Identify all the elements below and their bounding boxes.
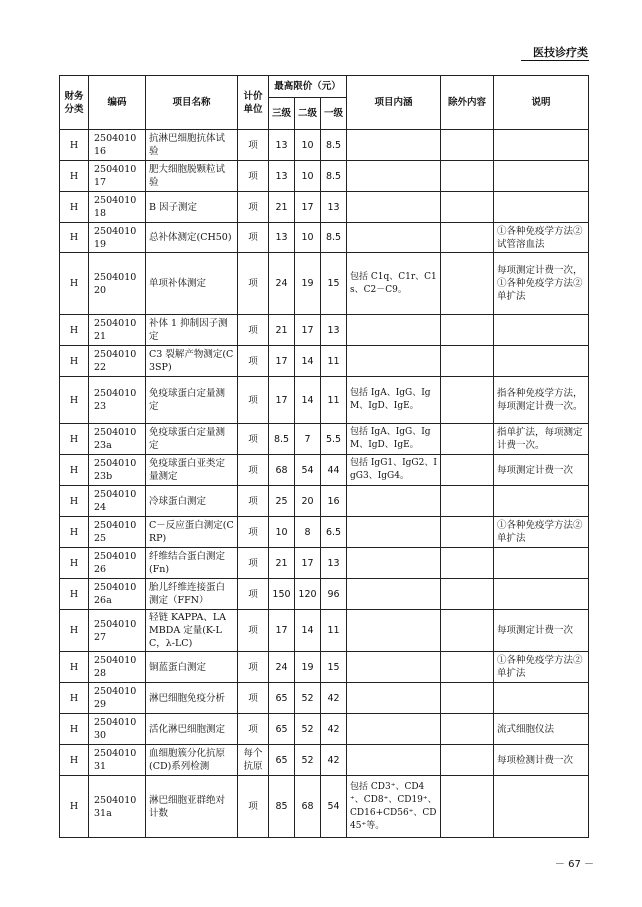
- header-level1: 一级: [321, 98, 347, 130]
- cell-price-level1: 44: [321, 455, 347, 486]
- header-excluded: 除外内容: [441, 76, 494, 130]
- cell-code: 250401028: [89, 652, 146, 683]
- cell-category: H: [60, 315, 89, 346]
- cell-content: [347, 346, 441, 377]
- cell-unit: 项: [238, 714, 269, 745]
- cell-excluded: [441, 346, 494, 377]
- cell-excluded: [441, 424, 494, 455]
- cell-excluded: [441, 192, 494, 223]
- table-row: [60, 346, 589, 377]
- cell-code: 250401023a: [89, 424, 146, 455]
- cell-price-level1: 8.5: [321, 223, 347, 253]
- cell-price-level2: 14: [295, 610, 321, 652]
- cell-unit: 项: [238, 486, 269, 517]
- cell-category: H: [60, 192, 89, 223]
- cell-name: 单项补体测定: [146, 253, 238, 315]
- cell-category: H: [60, 548, 89, 579]
- cell-content: 包括 IgG1、IgG2、IgG3、IgG4。: [347, 455, 441, 486]
- cell-price-level2: 14: [295, 377, 321, 424]
- table-row: [60, 161, 589, 192]
- cell-price-level2: 14: [295, 346, 321, 377]
- cell-price-level1: 15: [321, 253, 347, 315]
- cell-price-level2: 52: [295, 683, 321, 714]
- header-code: 编码: [89, 76, 146, 130]
- cell-price-level3: 150: [269, 579, 295, 610]
- cell-unit: 项: [238, 610, 269, 652]
- cell-price-level2: 68: [295, 776, 321, 838]
- cell-name: 轻链 KAPPA、LAMBDA 定量(K-LC，λ-LC): [146, 610, 238, 652]
- cell-unit: 项: [238, 683, 269, 714]
- cell-note: ①各种免疫学方法②单扩法: [494, 517, 589, 548]
- cell-excluded: [441, 253, 494, 315]
- cell-note: 流式细胞仪法: [494, 714, 589, 745]
- cell-name: 血细胞簇分化抗原(CD)系列检测: [146, 745, 238, 776]
- cell-price-level1: 42: [321, 683, 347, 714]
- cell-category: H: [60, 455, 89, 486]
- cell-note: [494, 548, 589, 579]
- header-content: 项目内涵: [347, 76, 441, 130]
- cell-excluded: [441, 130, 494, 161]
- cell-content: [347, 130, 441, 161]
- cell-price-level3: 65: [269, 745, 295, 776]
- table-row: [60, 315, 589, 346]
- cell-content: [347, 192, 441, 223]
- cell-price-level1: 96: [321, 579, 347, 610]
- cell-price-level1: 11: [321, 346, 347, 377]
- cell-content: [347, 652, 441, 683]
- header-note: 说明: [494, 76, 589, 130]
- cell-price-level3: 65: [269, 714, 295, 745]
- cell-unit: 每个抗原: [238, 745, 269, 776]
- cell-price-level3: 13: [269, 161, 295, 192]
- cell-price-level3: 68: [269, 455, 295, 486]
- cell-excluded: [441, 579, 494, 610]
- table-row: [60, 377, 589, 424]
- cell-note: 每项测定计费一次，①各种免疫学方法②单扩法: [494, 253, 589, 315]
- table-row: [60, 683, 589, 714]
- cell-price-level1: 13: [321, 315, 347, 346]
- cell-code: 250401031: [89, 745, 146, 776]
- cell-category: H: [60, 776, 89, 838]
- cell-code: 250401026: [89, 548, 146, 579]
- cell-note: [494, 683, 589, 714]
- cell-price-level1: 6.5: [321, 517, 347, 548]
- cell-price-level1: 13: [321, 548, 347, 579]
- cell-price-level2: 120: [295, 579, 321, 610]
- cell-content: [347, 714, 441, 745]
- cell-name: 免疫球蛋白定量测定: [146, 377, 238, 424]
- cell-content: [347, 683, 441, 714]
- cell-code: 250401019: [89, 223, 146, 253]
- cell-name: 铜蓝蛋白测定: [146, 652, 238, 683]
- cell-price-level2: 10: [295, 223, 321, 253]
- cell-content: 包括 C1q、C1r、C1s、C2－C9。: [347, 253, 441, 315]
- cell-excluded: [441, 714, 494, 745]
- cell-content: 包括 IgA、IgG、IgM、IgD、IgE。: [347, 424, 441, 455]
- cell-price-level3: 13: [269, 130, 295, 161]
- cell-name: 补体 1 抑制因子测定: [146, 315, 238, 346]
- table-row: [60, 486, 589, 517]
- table-row: [60, 548, 589, 579]
- cell-excluded: [441, 652, 494, 683]
- header-name: 项目名称: [146, 76, 238, 130]
- cell-unit: 项: [238, 455, 269, 486]
- cell-excluded: [441, 548, 494, 579]
- cell-note: [494, 776, 589, 838]
- cell-category: H: [60, 610, 89, 652]
- table-row: [60, 455, 589, 486]
- cell-price-level3: 65: [269, 683, 295, 714]
- cell-name: 总补体测定(CH50): [146, 223, 238, 253]
- cell-price-level1: 5.5: [321, 424, 347, 455]
- cell-unit: 项: [238, 776, 269, 838]
- cell-code: 250401030: [89, 714, 146, 745]
- table-row: [60, 223, 589, 253]
- cell-price-level3: 10: [269, 517, 295, 548]
- cell-note: [494, 161, 589, 192]
- cell-price-level1: 42: [321, 714, 347, 745]
- fee-table-body: [60, 130, 589, 838]
- cell-unit: 项: [238, 424, 269, 455]
- cell-category: H: [60, 579, 89, 610]
- cell-price-level1: 16: [321, 486, 347, 517]
- cell-excluded: [441, 161, 494, 192]
- cell-excluded: [441, 610, 494, 652]
- cell-note: 每项测定计费一次: [494, 455, 589, 486]
- cell-category: H: [60, 683, 89, 714]
- cell-content: [347, 315, 441, 346]
- cell-price-level3: 24: [269, 652, 295, 683]
- cell-content: [347, 579, 441, 610]
- cell-note: 指各种免疫学方法，每项测定计费一次。: [494, 377, 589, 424]
- cell-content: [347, 745, 441, 776]
- cell-code: 250401024: [89, 486, 146, 517]
- cell-name: C3 裂解产物测定(C3SP): [146, 346, 238, 377]
- cell-note: [494, 346, 589, 377]
- header-level2: 二级: [295, 98, 321, 130]
- cell-excluded: [441, 683, 494, 714]
- cell-category: H: [60, 377, 89, 424]
- cell-price-level2: 19: [295, 652, 321, 683]
- cell-excluded: [441, 223, 494, 253]
- cell-price-level3: 17: [269, 610, 295, 652]
- cell-excluded: [441, 776, 494, 838]
- cell-price-level2: 7: [295, 424, 321, 455]
- cell-content: [347, 610, 441, 652]
- cell-price-level2: 17: [295, 315, 321, 346]
- cell-price-level3: 8.5: [269, 424, 295, 455]
- table-row: [60, 517, 589, 548]
- cell-excluded: [441, 486, 494, 517]
- cell-name: 纤维结合蛋白测定(Fn): [146, 548, 238, 579]
- cell-price-level1: 11: [321, 377, 347, 424]
- cell-note: 每项检测计费一次: [494, 745, 589, 776]
- cell-code: 250401031a: [89, 776, 146, 838]
- cell-unit: 项: [238, 253, 269, 315]
- cell-name: 抗淋巴细胞抗体试验: [146, 130, 238, 161]
- cell-price-level3: 21: [269, 548, 295, 579]
- table-row: [60, 424, 589, 455]
- cell-content: [347, 548, 441, 579]
- cell-excluded: [441, 315, 494, 346]
- cell-note: [494, 486, 589, 517]
- cell-price-level3: 13: [269, 223, 295, 253]
- cell-category: H: [60, 346, 89, 377]
- cell-content: 包括 IgA、IgG、IgM、IgD、IgE。: [347, 377, 441, 424]
- cell-unit: 项: [238, 161, 269, 192]
- fee-table: [59, 75, 589, 838]
- cell-name: 冷球蛋白测定: [146, 486, 238, 517]
- cell-category: H: [60, 130, 89, 161]
- cell-price-level3: 24: [269, 253, 295, 315]
- cell-code: 250401029: [89, 683, 146, 714]
- cell-price-level1: 8.5: [321, 161, 347, 192]
- cell-category: H: [60, 517, 89, 548]
- cell-price-level2: 52: [295, 714, 321, 745]
- cell-name: 淋巴细胞亚群绝对计数: [146, 776, 238, 838]
- cell-price-level1: 11: [321, 610, 347, 652]
- cell-note: 指单扩法，每项测定计费一次。: [494, 424, 589, 455]
- cell-excluded: [441, 745, 494, 776]
- cell-category: H: [60, 161, 89, 192]
- header-unit: 计价单位: [238, 76, 269, 130]
- header-rule: [521, 60, 589, 61]
- cell-category: H: [60, 652, 89, 683]
- cell-code: 250401018: [89, 192, 146, 223]
- table-row: [60, 714, 589, 745]
- cell-price-level2: 17: [295, 192, 321, 223]
- cell-note: ①各种免疫学方法②单扩法: [494, 652, 589, 683]
- cell-category: H: [60, 486, 89, 517]
- cell-price-level2: 54: [295, 455, 321, 486]
- cell-code: 250401021: [89, 315, 146, 346]
- cell-price-level3: 85: [269, 776, 295, 838]
- cell-content: 包括 CD3⁺、CD4⁺、CD8⁺、CD19⁺、CD16+CD56⁺、CD45⁺等。: [347, 776, 441, 838]
- table-row: [60, 776, 589, 838]
- cell-unit: 项: [238, 315, 269, 346]
- cell-price-level2: 17: [295, 548, 321, 579]
- cell-name: C－反应蛋白测定(CRP): [146, 517, 238, 548]
- cell-excluded: [441, 455, 494, 486]
- cell-code: 250401025: [89, 517, 146, 548]
- cell-code: 250401020: [89, 253, 146, 315]
- cell-price-level1: 42: [321, 745, 347, 776]
- cell-code: 250401023: [89, 377, 146, 424]
- table-row: [60, 253, 589, 315]
- cell-excluded: [441, 517, 494, 548]
- section-header: 医技诊疗类: [533, 46, 588, 59]
- table-row: [60, 745, 589, 776]
- cell-unit: 项: [238, 548, 269, 579]
- cell-unit: 项: [238, 346, 269, 377]
- cell-unit: 项: [238, 377, 269, 424]
- cell-name: 免疫球蛋白亚类定量测定: [146, 455, 238, 486]
- cell-note: [494, 192, 589, 223]
- cell-price-level3: 21: [269, 192, 295, 223]
- cell-price-level3: 17: [269, 377, 295, 424]
- cell-name: 淋巴细胞免疫分析: [146, 683, 238, 714]
- cell-unit: 项: [238, 652, 269, 683]
- cell-note: [494, 579, 589, 610]
- cell-category: H: [60, 714, 89, 745]
- cell-category: H: [60, 253, 89, 315]
- cell-note: [494, 130, 589, 161]
- cell-price-level3: 21: [269, 315, 295, 346]
- cell-code: 250401022: [89, 346, 146, 377]
- cell-content: [347, 161, 441, 192]
- cell-name: B 因子测定: [146, 192, 238, 223]
- table-row: [60, 610, 589, 652]
- cell-excluded: [441, 377, 494, 424]
- cell-name: 胎儿纤维连接蛋白测定（FFN）: [146, 579, 238, 610]
- cell-price-level2: 20: [295, 486, 321, 517]
- cell-price-level1: 15: [321, 652, 347, 683]
- table-row: [60, 652, 589, 683]
- cell-code: 250401027: [89, 610, 146, 652]
- cell-code: 250401016: [89, 130, 146, 161]
- cell-price-level2: 10: [295, 130, 321, 161]
- cell-content: [347, 223, 441, 253]
- table-row: [60, 192, 589, 223]
- cell-content: [347, 486, 441, 517]
- cell-price-level2: 19: [295, 253, 321, 315]
- cell-unit: 项: [238, 130, 269, 161]
- cell-category: H: [60, 424, 89, 455]
- header-max-price: 最高限价（元）: [269, 76, 347, 98]
- header-level3: 三级: [269, 98, 295, 130]
- cell-price-level2: 52: [295, 745, 321, 776]
- cell-code: 250401026a: [89, 579, 146, 610]
- cell-unit: 项: [238, 517, 269, 548]
- cell-category: H: [60, 745, 89, 776]
- cell-content: [347, 517, 441, 548]
- cell-note: ①各种免疫学方法②试管溶血法: [494, 223, 589, 253]
- cell-price-level2: 8: [295, 517, 321, 548]
- cell-price-level1: 13: [321, 192, 347, 223]
- cell-price-level3: 17: [269, 346, 295, 377]
- cell-unit: 项: [238, 192, 269, 223]
- cell-unit: 项: [238, 223, 269, 253]
- cell-note: [494, 315, 589, 346]
- cell-category: H: [60, 223, 89, 253]
- cell-price-level3: 25: [269, 486, 295, 517]
- table-row: [60, 130, 589, 161]
- cell-price-level2: 10: [295, 161, 321, 192]
- table-row: [60, 579, 589, 610]
- cell-price-level1: 54: [321, 776, 347, 838]
- page-number: － 67 －: [554, 859, 594, 870]
- cell-code: 250401017: [89, 161, 146, 192]
- cell-name: 肥大细胞脱颗粒试验: [146, 161, 238, 192]
- cell-name: 免疫球蛋白定量测定: [146, 424, 238, 455]
- cell-price-level1: 8.5: [321, 130, 347, 161]
- header-category: 财务分类: [60, 76, 89, 130]
- cell-name: 活化淋巴细胞测定: [146, 714, 238, 745]
- cell-unit: 项: [238, 579, 269, 610]
- cell-code: 250401023b: [89, 455, 146, 486]
- cell-note: 每项测定计费一次: [494, 610, 589, 652]
